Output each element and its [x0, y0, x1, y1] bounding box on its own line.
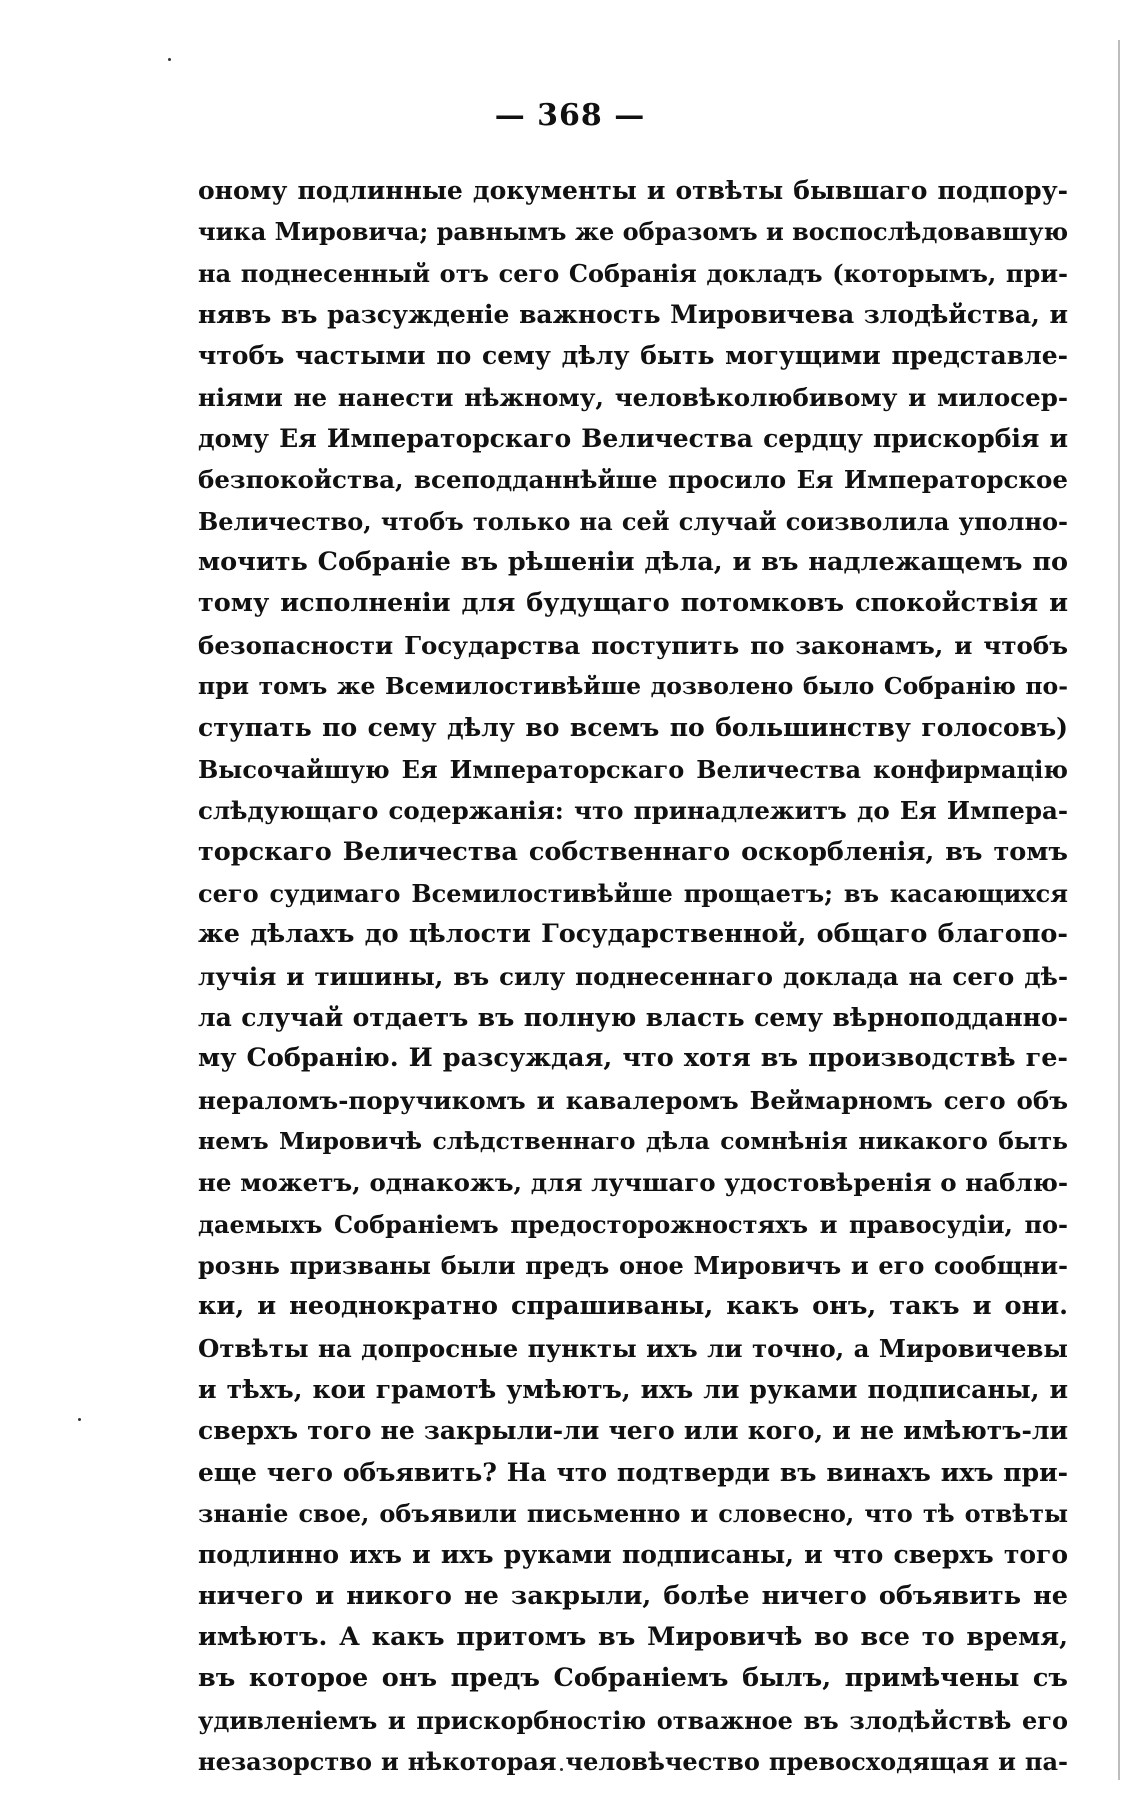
text-line: безпокойства, всеподданнѣйше просило Ея Императорское [198, 465, 1068, 495]
text-line: рознь призваны были предъ оное Мировичъ и его сообщни- [198, 1250, 1068, 1280]
scan-speck [78, 1418, 81, 1421]
text-line: нявъ въ разсужденіе важность Мировичева злодѣйства, и [198, 300, 1068, 330]
text-line: ла случай отдаетъ въ полную власть сему вѣрноподданно- [198, 1002, 1068, 1032]
text-line: ніями не нанести нѣжному, человѣколюбивому и милосер- [198, 382, 1068, 412]
body-text [198, 170, 1068, 1782]
page-number-header: — 368 — [494, 98, 646, 133]
page-edge-line [1118, 40, 1120, 1780]
text-line: немъ Мировичѣ слѣдственнаго дѣла сомнѣнія никакого быть [198, 1126, 1068, 1155]
text-line: имѣютъ. А какъ притомъ въ Мировичѣ во все то время, [198, 1622, 1068, 1653]
text-line: даемыхъ Собраніемъ предосторожностяхъ и правосудіи, по- [198, 1209, 1068, 1239]
text-line: дому Ея Императорскаго Величества сердцу прискорбія и [198, 424, 1068, 454]
text-line: сего судимаго Всемилостивѣйше прощаетъ; въ касающихся [198, 878, 1068, 908]
text-line: при томъ же Всемилостивѣйше дозволено было Собранію по- [198, 672, 1068, 701]
text-line: чика Мировича; равнымъ же образомъ и воспослѣдовавшую [198, 217, 1069, 247]
text-line: му Собранію. И разсуждая, что хотя въ производствѣ ге- [198, 1043, 1068, 1074]
text-line: же дѣлахъ до цѣлости Государственной, общаго благопо- [198, 919, 1068, 950]
text-line: Отвѣты на допросные пункты ихъ ли точно, а Мировичевы [198, 1333, 1068, 1363]
text-line: незазорство и нѣкоторая человѣчество превосходящая и па- [198, 1747, 1068, 1777]
scan-speck [168, 58, 171, 61]
text-line: лучія и тишины, въ силу поднесеннаго доклада на сего дѣ- [198, 961, 1068, 991]
text-line: ки, и неоднократно спрашиваны, какъ онъ, такъ и они. [198, 1291, 1068, 1322]
text-line: ничего и никого не закрыли, болѣе ничего объявить не [198, 1580, 1068, 1611]
text-line: и тѣхъ, кои грамотѣ умѣютъ, ихъ ли руками подписаны, и [198, 1374, 1068, 1404]
text-line: сверхъ того не закрыли-ли чего или кого, и не имѣютъ-ли [198, 1416, 1068, 1446]
text-line: безопасности Государства поступить по законамъ, и чтобъ [198, 630, 1068, 660]
text-line: оному подлинные документы и отвѣты бывшаго подпору- [198, 176, 1068, 205]
text-line: мочить Собраніе въ рѣшеніи дѣла, и въ надлежащемъ по [198, 547, 1068, 578]
text-line: въ которое онъ предъ Собраніемъ былъ, примѣчены съ [198, 1663, 1068, 1694]
text-line: удивленіемъ и прискорбностію отважное въ злодѣйствѣ его [198, 1705, 1068, 1735]
text-line: Величество, чтобъ только на сей случай соизволила уполно- [198, 506, 1068, 536]
text-line: слѣдующаго содержанія: что принадлежитъ до Ея Импера- [198, 796, 1068, 826]
text-line: тому исполненіи для будущаго потомковъ спокойствія и [198, 588, 1068, 619]
text-line: не можетъ, однакожъ, для лучшаго удостовѣренія о наблю- [198, 1168, 1068, 1198]
text-line: нераломъ-поручикомъ и кавалеромъ Веймарномъ сего объ [198, 1085, 1068, 1115]
text-line: на поднесенный отъ сего Собранія докладъ (которымъ, при- [198, 258, 1068, 288]
text-line: еще чего объявить? На что подтверди въ винахъ ихъ при- [198, 1457, 1068, 1487]
text-line: чтобъ частыми по сему дѣлу быть могущими представле- [198, 341, 1068, 371]
text-line: подлинно ихъ и ихъ руками подписаны, и что сверхъ того [198, 1540, 1068, 1570]
text-line: торскаго Величества собственнаго оскорбленія, въ томъ [198, 836, 1068, 867]
text-line: ступать по сему дѣлу во всемъ по большинству голосовъ) [198, 713, 1068, 743]
text-line: Высочайшую Ея Императорскаго Величества конфирмацію [198, 754, 1068, 784]
text-line: знаніе свое, объявили письменно и словесно, что тѣ отвѣты [198, 1499, 1068, 1528]
